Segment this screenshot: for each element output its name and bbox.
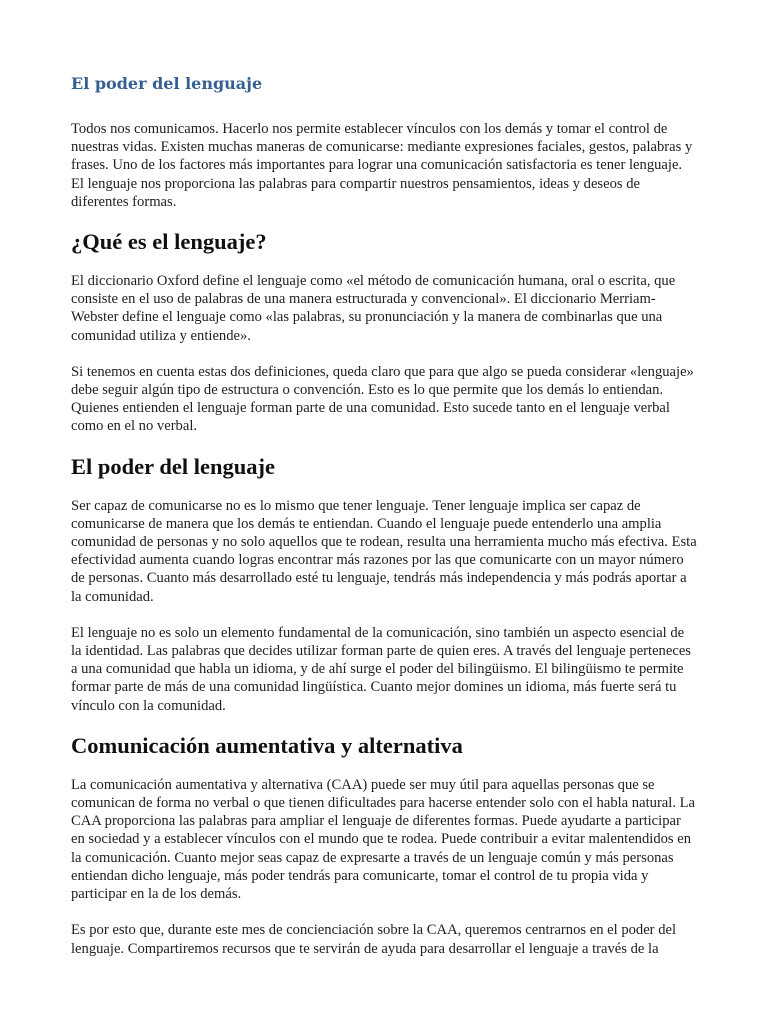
- section-paragraph: Si tenemos en cuenta estas dos definiciones, queda claro que para que algo se pueda considerar «lenguaje» debe seguir algún tipo de estructura o convención. Esto es lo que permite que los demás lo entiendan. Quienes entienden el lenguaje forman parte de una comunidad. Esto sucede tanto en el lenguaje verbal como en el no verbal.: [71, 363, 694, 435]
- section-paragraph: El diccionario Oxford define el lenguaje como «el método de comunicación humana, oral o escrita, que consiste en el uso de palabras de una manera estructurada y convencional». El diccionario Merriam-Webster define el lenguaje como «las palabras, su pronunciación y la manera de combinarlas que una comunidad utiliza y entiende».: [71, 273, 676, 344]
- section-what-is-language: [71, 229, 698, 436]
- section-heading: ¿Qué es el lenguaje?: [71, 229, 267, 255]
- section-paragraph: La comunicación aumentativa y alternativa (CAA) puede ser muy útil para aquellas personas que se comunican de forma no verbal o que tienen dificultades para hacerse entender solo con el habla natural. La CAA proporciona las palabras para ampliar el lenguaje de diferentes formas. Puede ayudarte a participar en sociedad y a establecer vínculos con el mundo que te rodea. Puede contribuir a evitar malentendidos en la comunicación. Cuanto mejor seas capaz de expresarte a través de un lenguaje común y más personas entiendan dicho lenguaje, más poder tendrás para comunicarte, tomar el control de tu propia vida y participar en la de los demás.: [71, 776, 696, 903]
- section-paragraph: Es por esto que, durante este mes de concienciación sobre la CAA, queremos centrarnos en el poder del lenguaje. Compartiremos recursos que te servirán de ayuda para desarrollar el lenguaje a través de la: [71, 922, 677, 957]
- section-power-of-language: [71, 454, 698, 715]
- section-aac: [71, 733, 698, 958]
- intro-paragraph: Todos nos comunicamos. Hacerlo nos permite establecer vínculos con los demás y tomar el control de nuestras vidas. Existen muchas maneras de comunicarse: mediante expresiones faciales, gestos, palabras y frases. Uno de los factores más importantes para lograr una comunicación satisfactoria es tener lenguaje. El lenguaje nos proporciona las palabras para compartir nuestros pensamientos, ideas y deseos de diferentes formas.: [71, 121, 693, 210]
- section-paragraph: Ser capaz de comunicarse no es lo mismo que tener lenguaje. Tener lenguaje implica ser capaz de comunicarse de manera que los demás te entiendan. Cuando el lenguaje puede entenderlo una amplia comunidad de personas y no solo aquellos que te rodean, resulta una herramienta mucho más efectiva. Esta efectividad aumenta cuando logras encontrar más razones por las que comunicarte con un mayor número de personas. Cuanto más desarrollado esté tu lenguaje, tendrás más independencia y más podrás aportar a la comunidad.: [71, 497, 697, 605]
- section-heading: El poder del lenguaje: [71, 453, 275, 479]
- document-title: El poder del lenguaje: [71, 74, 263, 93]
- section-heading: Comunicación aumentativa y alternativa: [71, 732, 463, 758]
- section-paragraph: El lenguaje no es solo un elemento fundamental de la comunicación, sino también un aspecto esencial de la identidad. Las palabras que decides utilizar forman parte de quien eres. A través del lenguaje perteneces a una comunidad que habla un idioma, y de ahí surge el poder del bilingüismo. El bilingüismo te permite formar parte de más de una comunidad lingüística. Cuanto mejor domines un idioma, más fuerte será tu vínculo con la comunidad.: [71, 624, 691, 714]
